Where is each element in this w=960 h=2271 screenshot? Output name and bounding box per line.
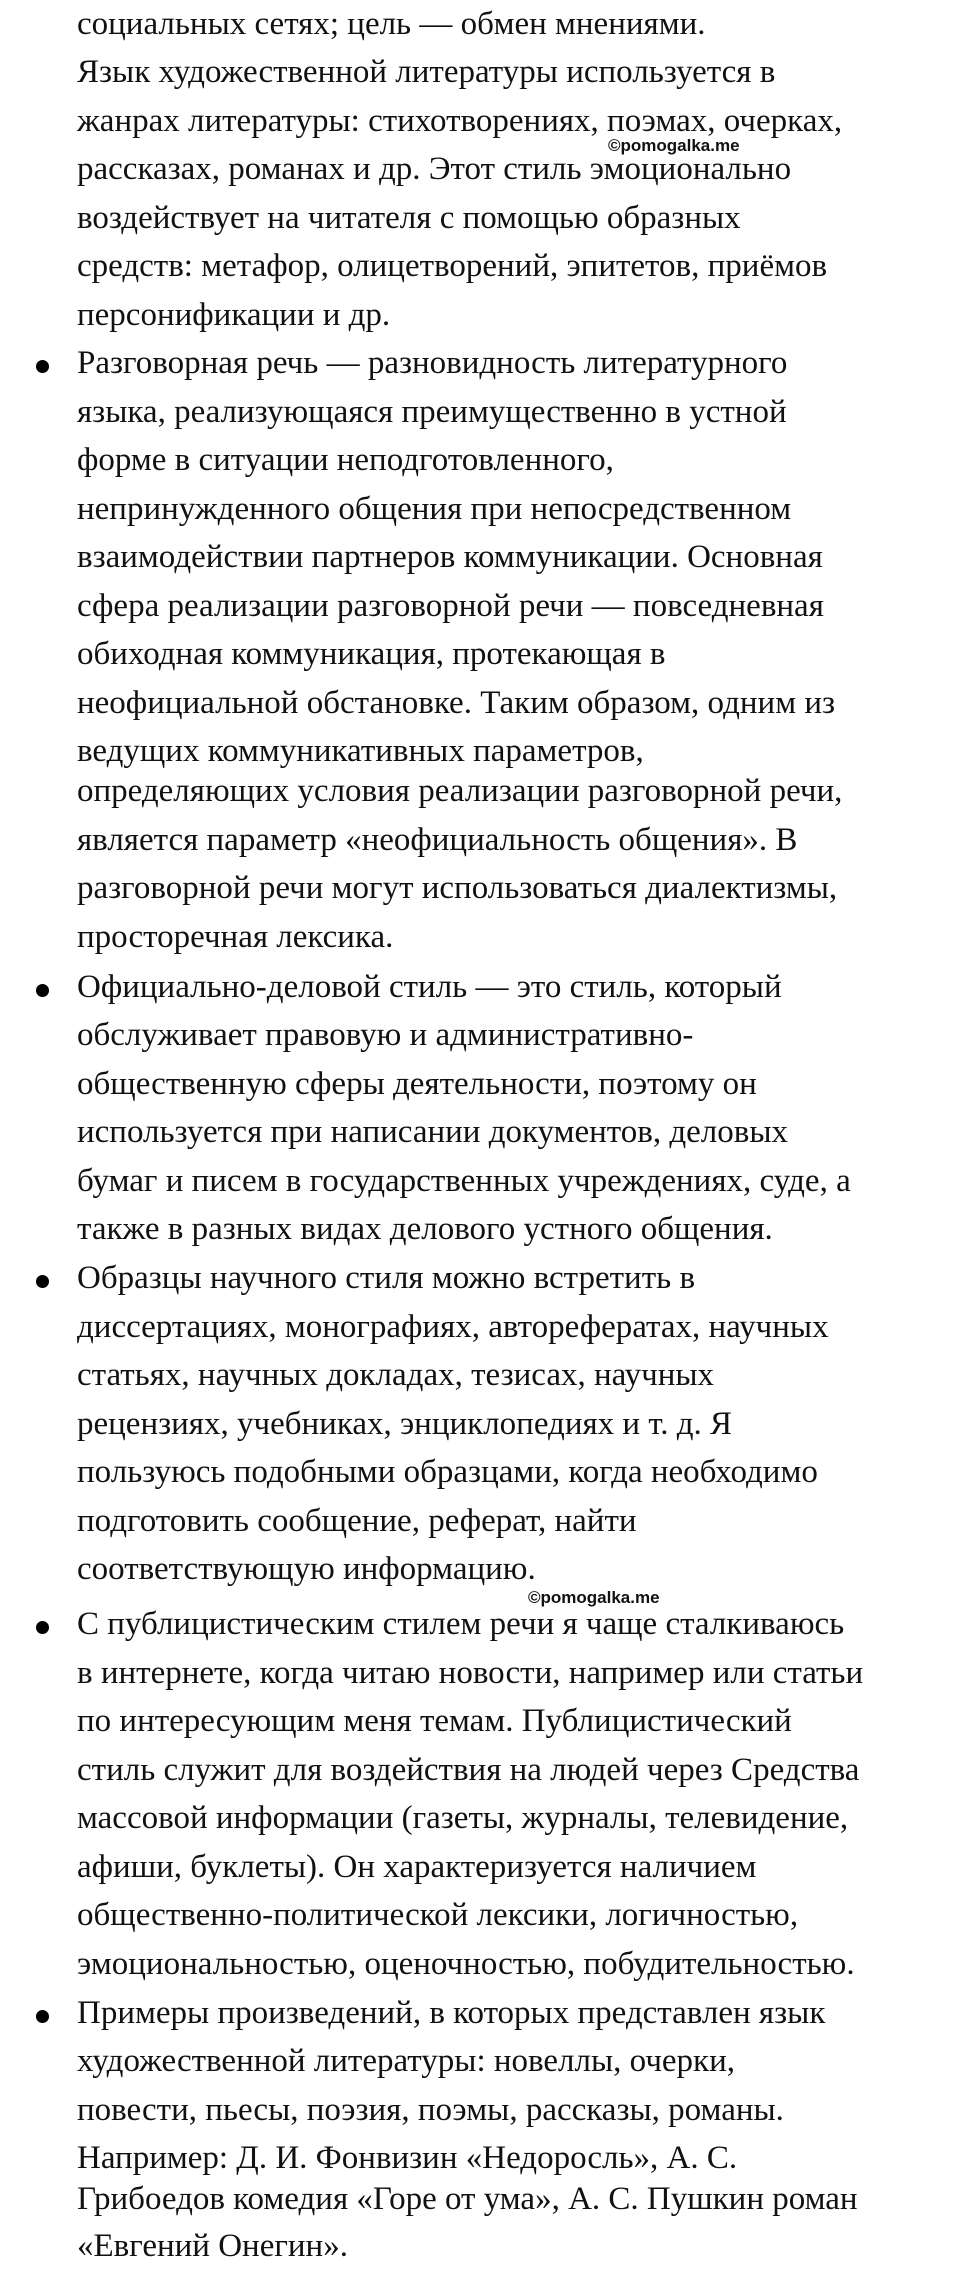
text-line: афиши, буклеты). Он характеризуется наличием (77, 1849, 757, 1885)
text-line: просторечная лексика. (77, 919, 394, 955)
text-line: социальных сетях; цель — обмен мнениями. (77, 6, 706, 42)
text-line: неофициальной обстановке. Таким образом, одним из (77, 685, 836, 721)
bullet-dot-icon (36, 1621, 49, 1634)
text-line: является параметр «неофициальность общения». В (77, 822, 798, 858)
text-line: также в разных видах делового устного общения. (77, 1211, 773, 1247)
text-line: рассказах, романах и др. Этот стиль эмоционально (77, 151, 792, 187)
text-line: «Евгений Онегин». (77, 2228, 348, 2264)
text-line: обиходная коммуникация, протекающая в (77, 636, 666, 672)
text-line: Грибоедов комедия «Горе от ума», А. С. Пушкин роман (77, 2181, 858, 2217)
text-line: Разговорная речь — разновидность литературного (77, 345, 788, 381)
text-line: воздействует на читателя с помощью образных (77, 200, 741, 236)
text-line: подготовить сообщение, реферат, найти (77, 1503, 637, 1539)
bullet-dot-icon (36, 2010, 49, 2023)
text-line: ведущих коммуникативных параметров, (77, 733, 644, 769)
text-line: сфера реализации разговорной речи — повседневная (77, 588, 824, 624)
text-line: С публицистическим стилем речи я чаще сталкиваюсь (77, 1606, 845, 1642)
text-line: диссертациях, монографиях, авторефератах, научных (77, 1309, 829, 1345)
text-line: рецензиях, учебниках, энциклопедиях и т. д. Я (77, 1406, 733, 1442)
text-line: стиль служит для воздействия на людей через Средства (77, 1752, 860, 1788)
text-line: Например: Д. И. Фонвизин «Недоросль», А. С. (77, 2140, 738, 2176)
text-line: Образцы научного стиля можно встретить в (77, 1260, 696, 1296)
text-line: художественной литературы: новеллы, очерки, (77, 2043, 736, 2079)
text-line: взаимодействии партнеров коммуникации. Основная (77, 539, 823, 575)
watermark-text: ©pomogalka.me (608, 136, 740, 155)
text-line: общественную сферы деятельности, поэтому он (77, 1066, 757, 1102)
text-line: языка, реализующаяся преимущественно в устной (77, 394, 787, 430)
text-line: определяющих условия реализации разговорной речи, (77, 773, 843, 809)
text-line: разговорной речи могут использоваться диалектизмы, (77, 870, 838, 906)
text-line: по интересующим меня темам. Публицистический (77, 1703, 792, 1739)
bullet-dot-icon (36, 984, 49, 997)
text-line: форме в ситуации неподготовленного, (77, 442, 614, 478)
text-line: соответствующую информацию. (77, 1551, 536, 1587)
text-line: Примеры произведений, в которых представлен язык (77, 1995, 826, 2031)
text-line: используется при написании документов, деловых (77, 1114, 789, 1150)
text-line: Официально-деловой стиль — это стиль, который (77, 969, 782, 1005)
bullet-dot-icon (36, 360, 49, 373)
text-line: эмоциональностью, оценочностью, побудительностью. (77, 1946, 855, 1982)
text-line: жанрах литературы: стихотворениях, поэмах, очерках, (77, 103, 843, 139)
text-line: Язык художественной литературы используется в (77, 54, 776, 90)
text-line: повести, пьесы, поэзия, поэмы, рассказы, романы. (77, 2092, 784, 2128)
bullet-dot-icon (36, 1275, 49, 1288)
text-line: обслуживает правовую и административно- (77, 1017, 694, 1053)
text-line: бумаг и писем в государственных учреждениях, суде, а (77, 1163, 851, 1199)
text-line: в интернете, когда читаю новости, например или статьи (77, 1655, 864, 1691)
text-line: массовой информации (газеты, журналы, телевидение, (77, 1800, 849, 1836)
text-line: пользуюсь подобными образцами, когда необходимо (77, 1454, 818, 1490)
text-line: средств: метафор, олицетворений, эпитетов, приёмов (77, 248, 828, 284)
text-line: непринужденного общения при непосредственном (77, 491, 792, 527)
watermark-text: ©pomogalka.me (528, 1588, 660, 1607)
text-line: статьях, научных докладах, тезисах, научных (77, 1357, 715, 1393)
text-line: общественно-политической лексики, логичностью, (77, 1897, 799, 1933)
text-line: персонификации и др. (77, 297, 391, 333)
